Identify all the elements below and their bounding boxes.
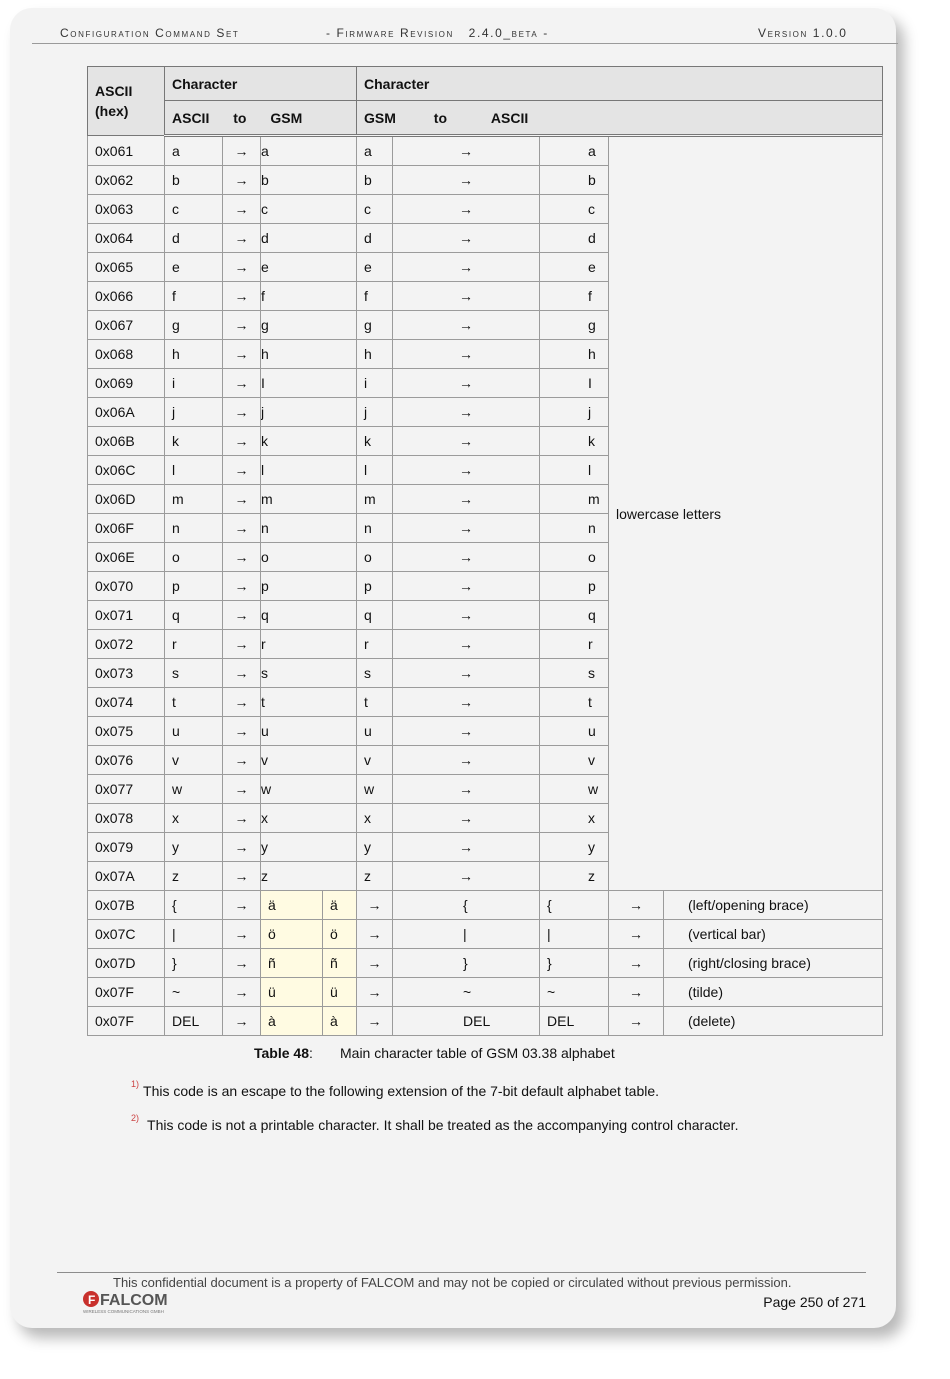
ascii-char-cell-right: p: [540, 572, 609, 601]
arrow-icon: →: [393, 224, 540, 253]
char-description-cell: (right/closing brace): [664, 949, 883, 978]
gsm-char-cell-right: ü: [323, 978, 357, 1007]
arrow-icon: →: [223, 136, 261, 166]
gsm-char-cell-right: d: [357, 224, 393, 253]
arrow-icon: →: [609, 978, 664, 1007]
arrow-icon: →: [223, 543, 261, 572]
gsm-char-cell-right: f: [357, 282, 393, 311]
gsm-char-cell: x: [261, 804, 357, 833]
arrow-icon: →: [393, 282, 540, 311]
hex-code-cell: 0x07D: [88, 949, 165, 978]
arrow-icon: →: [393, 427, 540, 456]
ascii-char-cell-right: v: [540, 746, 609, 775]
arrow-icon: →: [223, 456, 261, 485]
falcom-logo-text: FALCOM: [100, 1292, 168, 1309]
arrow-icon: →: [223, 311, 261, 340]
arrow-icon: →: [223, 485, 261, 514]
arrow-icon: →: [223, 717, 261, 746]
col-header-character-left: Character: [165, 67, 357, 101]
arrow-icon: →: [223, 514, 261, 543]
arrow-icon: →: [223, 630, 261, 659]
ascii-char-cell-right: {: [393, 891, 540, 920]
arrow-icon: →: [393, 253, 540, 282]
arrow-icon: →: [393, 340, 540, 369]
gsm-char-cell-right: k: [357, 427, 393, 456]
hex-code-cell: 0x06A: [88, 398, 165, 427]
hex-code-cell: 0x067: [88, 311, 165, 340]
arrow-icon: →: [223, 253, 261, 282]
gsm-char-cell: y: [261, 833, 357, 862]
gsm-char-cell-right: x: [357, 804, 393, 833]
ascii-char-cell: q: [165, 601, 223, 630]
arrow-icon: →: [393, 717, 540, 746]
gsm-char-cell-right: z: [357, 862, 393, 891]
hex-code-cell: 0x06F: [88, 514, 165, 543]
arrow-icon: →: [357, 949, 393, 978]
ascii-char-cell-right: z: [540, 862, 609, 891]
gsm-char-cell: ü: [261, 978, 323, 1007]
arrow-icon: →: [223, 166, 261, 195]
page-number: Page 250 of 271: [763, 1294, 866, 1310]
arrow-icon: →: [223, 195, 261, 224]
gsm-char-cell-right: t: [357, 688, 393, 717]
table-row: [88, 136, 883, 166]
footnote-2-text: This code is not a printable character. It shall be treated as the accompanying control character.: [147, 1117, 739, 1133]
hex-code-cell: 0x07C: [88, 920, 165, 949]
ascii-char-cell: r: [165, 630, 223, 659]
gsm-char-cell-right: ñ: [323, 949, 357, 978]
header-version: Version 1.0.0: [758, 26, 848, 40]
gsm-char-cell: b: [261, 166, 357, 195]
gsm-char-cell: m: [261, 485, 357, 514]
hex-code-cell: 0x078: [88, 804, 165, 833]
hex-code-cell: 0x065: [88, 253, 165, 282]
hex-code-cell: 0x073: [88, 659, 165, 688]
gsm-char-cell-right: ö: [323, 920, 357, 949]
ascii-char-cell-right: }: [393, 949, 540, 978]
gsm-char-cell-right: à: [323, 1007, 357, 1036]
arrow-icon: →: [393, 659, 540, 688]
subheader-ascii-right: ASCII: [490, 109, 529, 126]
ascii-char-cell-right: DEL: [393, 1007, 540, 1036]
arrow-icon: →: [393, 833, 540, 862]
footnote-2: [131, 1113, 739, 1133]
gsm-char-cell-right: a: [357, 136, 393, 166]
ascii-char-cell-right: u: [540, 717, 609, 746]
gsm-char-cell-right: m: [357, 485, 393, 514]
table-row: [88, 978, 883, 1007]
falcom-logo-subtitle: WIRELESS COMMUNICATIONS GMBH: [83, 1309, 164, 1314]
caption-label: Table 48: [254, 1045, 309, 1061]
arrow-icon: →: [223, 340, 261, 369]
hex-code-cell: 0x06C: [88, 456, 165, 485]
arrow-icon: →: [393, 195, 540, 224]
arrow-icon: →: [223, 688, 261, 717]
hex-code-cell: 0x079: [88, 833, 165, 862]
hex-code-cell: 0x062: [88, 166, 165, 195]
ascii-char-cell: s: [165, 659, 223, 688]
ascii-char-cell-right: q: [540, 601, 609, 630]
arrow-icon: →: [393, 543, 540, 572]
gsm-char-cell: r: [261, 630, 357, 659]
ascii-char-cell: j: [165, 398, 223, 427]
ascii-char-cell: v: [165, 746, 223, 775]
gsm-char-cell: k: [261, 427, 357, 456]
hex-code-cell: 0x07F: [88, 978, 165, 1007]
ascii-char-cell-right: r: [540, 630, 609, 659]
arrow-icon: →: [223, 601, 261, 630]
hex-code-cell: 0x066: [88, 282, 165, 311]
caption-text: Main character table of GSM 03.38 alphabet: [340, 1045, 615, 1061]
gsm-char-cell-right: c: [357, 195, 393, 224]
gsm-char-cell: c: [261, 195, 357, 224]
ascii-char-cell: d: [165, 224, 223, 253]
arrow-icon: →: [393, 601, 540, 630]
arrow-icon: →: [223, 949, 261, 978]
gsm-char-cell: d: [261, 224, 357, 253]
control-char-cell: |: [540, 920, 609, 949]
hex-code-cell: 0x074: [88, 688, 165, 717]
arrow-icon: →: [223, 659, 261, 688]
gsm-char-cell-right: r: [357, 630, 393, 659]
gsm-char-cell: ä: [261, 891, 323, 920]
gsm-char-cell: w: [261, 775, 357, 804]
arrow-icon: →: [393, 572, 540, 601]
arrow-icon: →: [357, 1007, 393, 1036]
control-char-cell: DEL: [540, 1007, 609, 1036]
char-description-cell: (delete): [664, 1007, 883, 1036]
arrow-icon: →: [223, 398, 261, 427]
falcom-logo: [80, 1288, 200, 1316]
arrow-icon: →: [393, 688, 540, 717]
gsm-char-cell-right: y: [357, 833, 393, 862]
arrow-icon: →: [393, 136, 540, 166]
subheader-gsm-to-ascii: [357, 101, 883, 136]
ascii-char-cell: h: [165, 340, 223, 369]
gsm-char-cell: ö: [261, 920, 323, 949]
caption-separator: :: [309, 1045, 313, 1061]
hex-code-cell: 0x06D: [88, 485, 165, 514]
ascii-char-cell: |: [165, 920, 223, 949]
ascii-char-cell-right: t: [540, 688, 609, 717]
ascii-char-cell-right: I: [540, 369, 609, 398]
header-firmware-revision: - Firmware Revision 2.4.0_beta -: [326, 26, 549, 40]
ascii-char-cell: l: [165, 456, 223, 485]
gsm-char-cell-right: l: [357, 456, 393, 485]
arrow-icon: →: [223, 224, 261, 253]
hex-code-cell: 0x06B: [88, 427, 165, 456]
ascii-char-cell: f: [165, 282, 223, 311]
ascii-char-cell: t: [165, 688, 223, 717]
hex-code-cell: 0x070: [88, 572, 165, 601]
ascii-char-cell: }: [165, 949, 223, 978]
ascii-char-cell-right: o: [540, 543, 609, 572]
hex-code-cell: 0x064: [88, 224, 165, 253]
arrow-icon: →: [223, 862, 261, 891]
col-header-character-right: Character: [357, 67, 883, 101]
arrow-icon: →: [609, 920, 664, 949]
char-description-cell: (vertical bar): [664, 920, 883, 949]
gsm-char-cell-right: w: [357, 775, 393, 804]
gsm-char-cell: e: [261, 253, 357, 282]
header-doc-title: Configuration Command Set: [60, 26, 240, 40]
gsm-char-cell: j: [261, 398, 357, 427]
gsm-char-cell-right: ä: [323, 891, 357, 920]
arrow-icon: →: [223, 282, 261, 311]
table-row: [88, 949, 883, 978]
gsm-char-cell-right: p: [357, 572, 393, 601]
ascii-char-cell-right: y: [540, 833, 609, 862]
control-char-cell: ~: [540, 978, 609, 1007]
gsm-char-cell: z: [261, 862, 357, 891]
svg-text:F: F: [88, 1293, 96, 1307]
ascii-char-cell: a: [165, 136, 223, 166]
gsm-char-cell-right: i: [357, 369, 393, 398]
arrow-icon: →: [357, 891, 393, 920]
hex-code-cell: 0x068: [88, 340, 165, 369]
arrow-icon: →: [223, 833, 261, 862]
table-row: [88, 920, 883, 949]
footer-rule: [57, 1272, 866, 1273]
table-row: [88, 891, 883, 920]
ascii-char-cell-right: c: [540, 195, 609, 224]
arrow-icon: →: [223, 746, 261, 775]
gsm-char-cell: s: [261, 659, 357, 688]
ascii-char-cell: z: [165, 862, 223, 891]
gsm-char-cell-right: n: [357, 514, 393, 543]
gsm-char-cell: g: [261, 311, 357, 340]
gsm-char-cell: f: [261, 282, 357, 311]
hex-code-cell: 0x072: [88, 630, 165, 659]
ascii-char-cell-right: f: [540, 282, 609, 311]
ascii-char-cell: g: [165, 311, 223, 340]
arrow-icon: →: [393, 775, 540, 804]
ascii-char-cell-right: x: [540, 804, 609, 833]
hex-code-cell: 0x077: [88, 775, 165, 804]
ascii-char-cell: u: [165, 717, 223, 746]
gsm-char-cell: a: [261, 136, 357, 166]
ascii-char-cell: x: [165, 804, 223, 833]
control-char-cell: }: [540, 949, 609, 978]
gsm-char-cell-right: e: [357, 253, 393, 282]
gsm-char-cell: v: [261, 746, 357, 775]
ascii-char-cell-right: w: [540, 775, 609, 804]
char-description-cell: (tilde): [664, 978, 883, 1007]
arrow-icon: →: [357, 978, 393, 1007]
ascii-char-cell-right: h: [540, 340, 609, 369]
arrow-icon: →: [393, 311, 540, 340]
ascii-char-cell: y: [165, 833, 223, 862]
subheader-ascii-to-gsm: [165, 101, 357, 136]
ascii-char-cell-right: |: [393, 920, 540, 949]
ascii-char-cell: w: [165, 775, 223, 804]
gsm-char-cell-right: g: [357, 311, 393, 340]
gsm-char-cell: u: [261, 717, 357, 746]
ascii-char-cell-right: g: [540, 311, 609, 340]
footnote-2-mark: 2): [131, 1113, 140, 1123]
gsm-char-cell-right: q: [357, 601, 393, 630]
hex-code-cell: 0x071: [88, 601, 165, 630]
arrow-icon: →: [223, 572, 261, 601]
footnote-1-text: This code is an escape to the following extension of the 7-bit default alphabet table.: [143, 1083, 660, 1099]
ascii-char-cell-right: e: [540, 253, 609, 282]
arrow-icon: →: [223, 775, 261, 804]
hex-code-cell: 0x07F: [88, 1007, 165, 1036]
col-header-ascii-hex: ASCII (hex): [88, 67, 165, 136]
gsm-char-cell-right: v: [357, 746, 393, 775]
row-group-description: lowercase letters: [609, 136, 883, 891]
ascii-char-cell-right: s: [540, 659, 609, 688]
ascii-char-cell: e: [165, 253, 223, 282]
ascii-char-cell-right: m: [540, 485, 609, 514]
ascii-char-cell-right: a: [540, 136, 609, 166]
ascii-char-cell-right: l: [540, 456, 609, 485]
footnote-1: [131, 1079, 660, 1099]
gsm-char-cell-right: o: [357, 543, 393, 572]
hex-code-cell: 0x069: [88, 369, 165, 398]
hex-code-cell: 0x07A: [88, 862, 165, 891]
hex-code-cell: 0x076: [88, 746, 165, 775]
gsm-char-cell: p: [261, 572, 357, 601]
gsm-char-cell: I: [261, 369, 357, 398]
gsm-char-cell: à: [261, 1007, 323, 1036]
gsm-char-cell-right: u: [357, 717, 393, 746]
ascii-char-cell: DEL: [165, 1007, 223, 1036]
ascii-char-cell: {: [165, 891, 223, 920]
arrow-icon: →: [223, 369, 261, 398]
ascii-char-cell-right: ~: [393, 978, 540, 1007]
ascii-char-cell: p: [165, 572, 223, 601]
ascii-char-cell: m: [165, 485, 223, 514]
ascii-char-cell: k: [165, 427, 223, 456]
gsm-char-cell: ñ: [261, 949, 323, 978]
ascii-char-cell: ~: [165, 978, 223, 1007]
arrow-icon: →: [223, 920, 261, 949]
arrow-icon: →: [393, 804, 540, 833]
ascii-char-cell-right: k: [540, 427, 609, 456]
arrow-icon: →: [609, 949, 664, 978]
subheader-gsm-right: GSM: [364, 109, 396, 126]
arrow-icon: →: [393, 485, 540, 514]
ascii-char-cell: i: [165, 369, 223, 398]
arrow-icon: →: [357, 920, 393, 949]
arrow-icon: →: [393, 862, 540, 891]
arrow-icon: →: [393, 369, 540, 398]
subheader-ascii: ASCII: [172, 109, 210, 126]
arrow-icon: →: [393, 630, 540, 659]
subheader-gsm: GSM: [270, 109, 303, 126]
hex-code-cell: 0x07B: [88, 891, 165, 920]
control-char-cell: {: [540, 891, 609, 920]
arrow-icon: →: [393, 166, 540, 195]
hex-code-cell: 0x06E: [88, 543, 165, 572]
arrow-icon: →: [609, 1007, 664, 1036]
footer-confidential-notice: This confidential document is a property of FALCOM and may not be copied or circulated without previous permission.: [113, 1275, 792, 1290]
arrow-icon: →: [393, 514, 540, 543]
gsm-char-cell: l: [261, 456, 357, 485]
gsm-char-cell: o: [261, 543, 357, 572]
hex-code-cell: 0x063: [88, 195, 165, 224]
subheader-to: to: [233, 109, 247, 126]
gsm-char-cell-right: s: [357, 659, 393, 688]
arrow-icon: →: [393, 398, 540, 427]
gsm-char-cell-right: j: [357, 398, 393, 427]
ascii-char-cell-right: j: [540, 398, 609, 427]
ascii-char-cell-right: d: [540, 224, 609, 253]
ascii-char-cell-right: n: [540, 514, 609, 543]
hex-code-cell: 0x075: [88, 717, 165, 746]
gsm-char-cell: q: [261, 601, 357, 630]
arrow-icon: →: [223, 978, 261, 1007]
arrow-icon: →: [393, 746, 540, 775]
header-rule: [32, 43, 898, 44]
gsm-char-cell-right: b: [357, 166, 393, 195]
ascii-char-cell-right: b: [540, 166, 609, 195]
hex-code-cell: 0x061: [88, 136, 165, 166]
ascii-char-cell: o: [165, 543, 223, 572]
gsm-char-cell: t: [261, 688, 357, 717]
arrow-icon: →: [223, 804, 261, 833]
ascii-char-cell: b: [165, 166, 223, 195]
arrow-icon: →: [223, 1007, 261, 1036]
gsm-character-table: [87, 66, 883, 1036]
subheader-to-right: to: [433, 109, 447, 126]
gsm-char-cell: h: [261, 340, 357, 369]
gsm-char-cell: n: [261, 514, 357, 543]
arrow-icon: →: [609, 891, 664, 920]
arrow-icon: →: [223, 427, 261, 456]
arrow-icon: →: [223, 891, 261, 920]
table-row: [88, 1007, 883, 1036]
arrow-icon: →: [393, 456, 540, 485]
ascii-char-cell: n: [165, 514, 223, 543]
char-description-cell: (left/opening brace): [664, 891, 883, 920]
ascii-char-cell: c: [165, 195, 223, 224]
gsm-char-cell-right: h: [357, 340, 393, 369]
footnote-1-mark: 1): [131, 1079, 140, 1089]
